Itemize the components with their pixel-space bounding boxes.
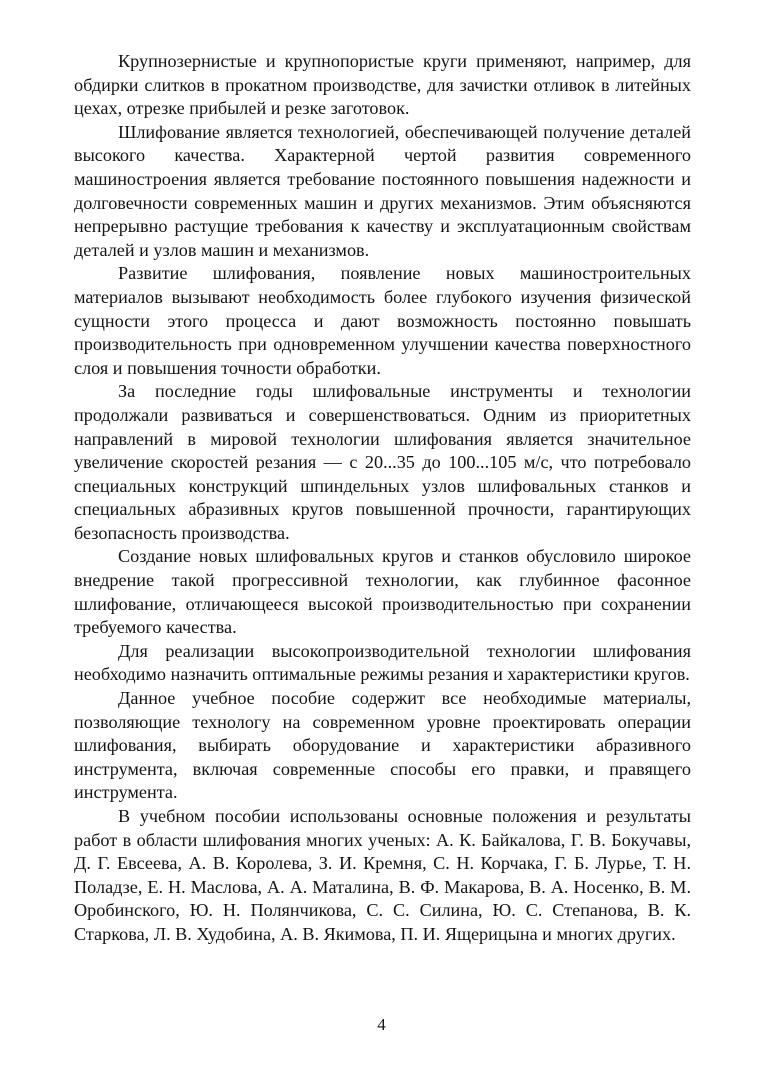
paragraph-4: За последние годы шлифовальные инструменты и технологии продолжали развиваться и совершенствоваться. Одним из приоритетных направлений в мировой технологии шлифования является значительное увеличение скоростей резания — с 20...35 до 100...105 м/с, что потребовало специальных конструкций шпиндельных узлов шлифовальных станков и специальных абразивных кругов повышенной прочности, гарантирующих безопасность производства. (74, 381, 691, 543)
paragraph-6: Для реализации высокопроизводительной технологии шлифования необходимо назначить оптимальные режимы резания и характеристики кругов. (74, 640, 691, 685)
paragraph-1: Крупнозернистые и крупнопористые круги применяют, например, для обдирки слитков в прокатном производстве, для зачистки отливок в литейных цехах, отрезке прибылей и резке заготовок. (74, 51, 691, 119)
paragraph-5: Создание новых шлифовальных кругов и станков обусловило широкое внедрение такой прогрессивной технологии, как глубинное фасонное шлифование, отличающееся высокой производительностью при сохранении требуемого качества. (74, 546, 691, 638)
paragraph-3: Развитие шлифования, появление новых машиностроительных материалов вызывают необходимость более глубокого изучения физической сущности этого процесса и дают возможность постоянно повышать производительность при одновременном улучшении качества поверхностного слоя и повышения точности обработки. (74, 263, 691, 378)
paragraph-7: Данное учебное пособие содержит все необходимые материалы, позволяющие технологу на современном уровне проектировать операции шлифования, выбирать оборудование и характеристики абразивного инструмента, включая современные способы его правки, и правящего инструмента. (74, 688, 691, 803)
paragraph-2: Шлифование является технологией, обеспечивающей получение деталей высокого качества. Характерной чертой развития современного машиностроения является требование постоянного повышения надежности и долговечности современных машин и других механизмов. Этим объясняются непрерывно растущие требования к качеству и эксплуатационным свойствам деталей и узлов машин и механизмов. (74, 121, 691, 260)
paragraph-8: В учебном пособии использованы основные положения и результаты работ в области шлифования многих ученых: А. К. Байкалова, Г. В. Бокучавы, Д. Г. Евсеева, А. В. Королева, З. И. Кремня, С. Н. Корчака, Г. Б. Лурье, Т. Н. Поладзе, Е. Н. Маслова, А. А. Маталина, В. Ф. Макарова, В. А. Носенко, В. М. Оробинского, Ю. Н. Полянчикова, С. С. Силина, Ю. С. Степанова, В. К. Старкова, Л. В. Худобина, А. В. Якимова, П. И. Ящерицына и многих других. (74, 806, 691, 944)
page-number: 4 (377, 1015, 386, 1034)
body-text (74, 50, 691, 947)
